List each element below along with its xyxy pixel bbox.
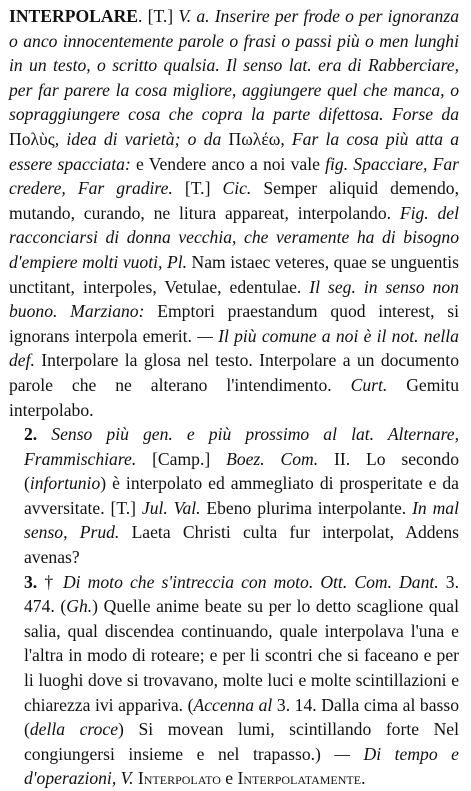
greek-word-2: Πωλέω	[228, 128, 281, 149]
headword: INTERPOLARE	[9, 6, 139, 26]
accenna-label: Accenna al	[193, 694, 273, 715]
example-1: Interpolare la glosa nel testo. Interpolare a un documento parole che ne alterano l'intendimento.	[9, 350, 459, 395]
citation-pl: Nam istaec veteres, quae se unguentis unctitant, interpoles, Vetulae, edentulae.	[9, 251, 459, 297]
sense-3-quote: Quelle anime beate su per lo detto scaglione qual salia, qual discendea continuando, quale interpolava l'una e l'altra in modo di roteare; e per li scontri che si faceano e per li luoghi dove si trovavano, molte luci e molte scintillazioni e chiarezza ivi appariva.	[24, 596, 460, 715]
tag-t-2: [T.]	[184, 178, 211, 199]
della-croce: della croce	[29, 719, 119, 740]
figurative-label: Fig. del racconciarsi di donna vecchia, che veramente ha di bisogno d'empiere molti vuoti,	[9, 202, 459, 272]
citation-mart-label: Marziano:	[70, 301, 145, 322]
citation-jul-label: Jul. Val.	[141, 497, 201, 518]
etymology-part-3: , Far la cosa più atta a essere spacciata:	[9, 128, 460, 174]
citation-boez-ref: II.	[334, 448, 351, 469]
sense-2-definition: Senso più gen. e più prossimo al lat. Alternare, Frammischiare.	[24, 424, 459, 469]
sense-3-number: 3.	[24, 571, 38, 592]
sense-2-text-1: Lo secondo (	[24, 448, 459, 494]
citation-curt-label: Curt.	[350, 374, 388, 395]
grammar-label: V. a.	[178, 6, 210, 26]
citation-prud: Laeta Christi culta fur interpolat, Addens avenas?	[24, 522, 459, 568]
sense-2	[9, 422, 459, 570]
sense-3-definition: Di moto che s'intreccia con moto. Ott. Com. Dant.	[62, 571, 439, 592]
citation-boez-label: Boez. Com.	[226, 448, 319, 469]
citation-mart: Emptori praestandum quod interest, si ignorans interpola emerit.	[9, 301, 459, 346]
sense-3-ref: 3. 474. (	[24, 571, 459, 617]
seg-label: Il seg. in senso non buono.	[9, 276, 459, 322]
citation-cic: Semper aliquid demendo, mutando, curando, ne litura appareat, interpolando.	[9, 178, 459, 223]
sense-2-number: 2.	[24, 424, 38, 445]
final-note: — Di tempo e d'operazioni, V.	[24, 743, 459, 789]
citation-cic-label: Cic.	[222, 178, 252, 199]
tag-t: [T.]	[147, 6, 174, 26]
cross-ref-1: Interpolato	[137, 768, 221, 789]
dash-note: — Il più comune a noi è il not. nella def.	[9, 325, 459, 371]
etymology-part-5: fig. Spacciare, Far credere, Far gradire.	[9, 153, 459, 199]
sense-3	[9, 570, 459, 791]
cross-ref-and: e	[225, 768, 234, 789]
dante-quote: ) Si movean lumi, scintillando forte Nel congiungersi insieme e nel trapasso.)	[24, 719, 460, 764]
etymology-part-4: e Vendere anco a noi vale	[136, 153, 320, 174]
cross-ref-2: Interpolatamente	[237, 768, 362, 789]
final-dot: .	[361, 768, 366, 789]
etymology-part-2: , idea di varietà; o da	[54, 128, 222, 149]
infortunio: infortunio	[29, 473, 101, 494]
sense-2-text-2: ) è interpolato ed ammegliato di prosperitate e da avversitate.	[24, 473, 459, 518]
mal-senso-label: In mal senso, Prud.	[24, 497, 459, 543]
main-definition: Inserire per frode o per ignoranza o anco innocentemente parole o frasi o passi più o men lunghi in un testo, o scritto qualsia.	[9, 6, 460, 76]
citation-curt: Gemitu interpolabo.	[9, 374, 459, 420]
accenna-ref: 3. 14.	[276, 694, 317, 715]
greek-word-1: Πολὺς	[9, 128, 55, 149]
tag-camp: [Camp.]	[152, 448, 211, 469]
etymology-part-1: Il senso lat. era di Rabberciare, per far parere la cosa migliore, aggiungere quel che manca, o sopraggiungere cosa che copra la parte difettosa. Forse da	[9, 55, 459, 125]
dalla-text: Dalla cima al basso (	[24, 694, 460, 740]
accenna-open: (	[187, 694, 194, 715]
dagger-mark: †	[44, 571, 56, 592]
entry-interpolare: INTERPOLARE. [T.] V. a. Inserire per frode o per ignoranza o anco innocentemente parole o frasi o passi più o men lunghi in un testo, o scritto qualsia. Il senso lat. era di Rabberciare, per far parere la cosa migliore, aggiungere quel che manca, o sopraggiungere cosa che copra la parte difettosa. Forse da Πολὺς, idea di varietà; o da Πωλέω, Far la cosa più atta a essere spacciata: e Vendere anco a noi vale fig. Spacciare, Far credere, Far gradire. [T.] Cic. Semper aliquid demendo, mutando, curando, ne litura appareat, interpolando. Fig. del racconciarsi di donna vecchia, che veramente ha di bisogno d'empiere molti vuoti, Pl. Nam istaec veteres, quae se unguentis unctitant, interpoles, Vetulae, edentulae. Il seg. in senso non buono. Marziano: Emptori praestandum quod interest, si ignorans interpola emerit. — Il più comune a noi è il not. nella def. Interpolare la glosa nel testo. Interpolare a un documento parole che ne alterano l'intendimento. Curt. Gemitu interpolabo.	[9, 6, 460, 420]
citation-jul: Ebeno plurima interpolante.	[206, 497, 407, 518]
tag-t-3: [T.]	[110, 497, 137, 518]
citation-pl-label: Pl.	[166, 251, 187, 272]
gh-label: Gh.	[66, 596, 93, 617]
sense-3-ref-close: )	[92, 596, 99, 617]
